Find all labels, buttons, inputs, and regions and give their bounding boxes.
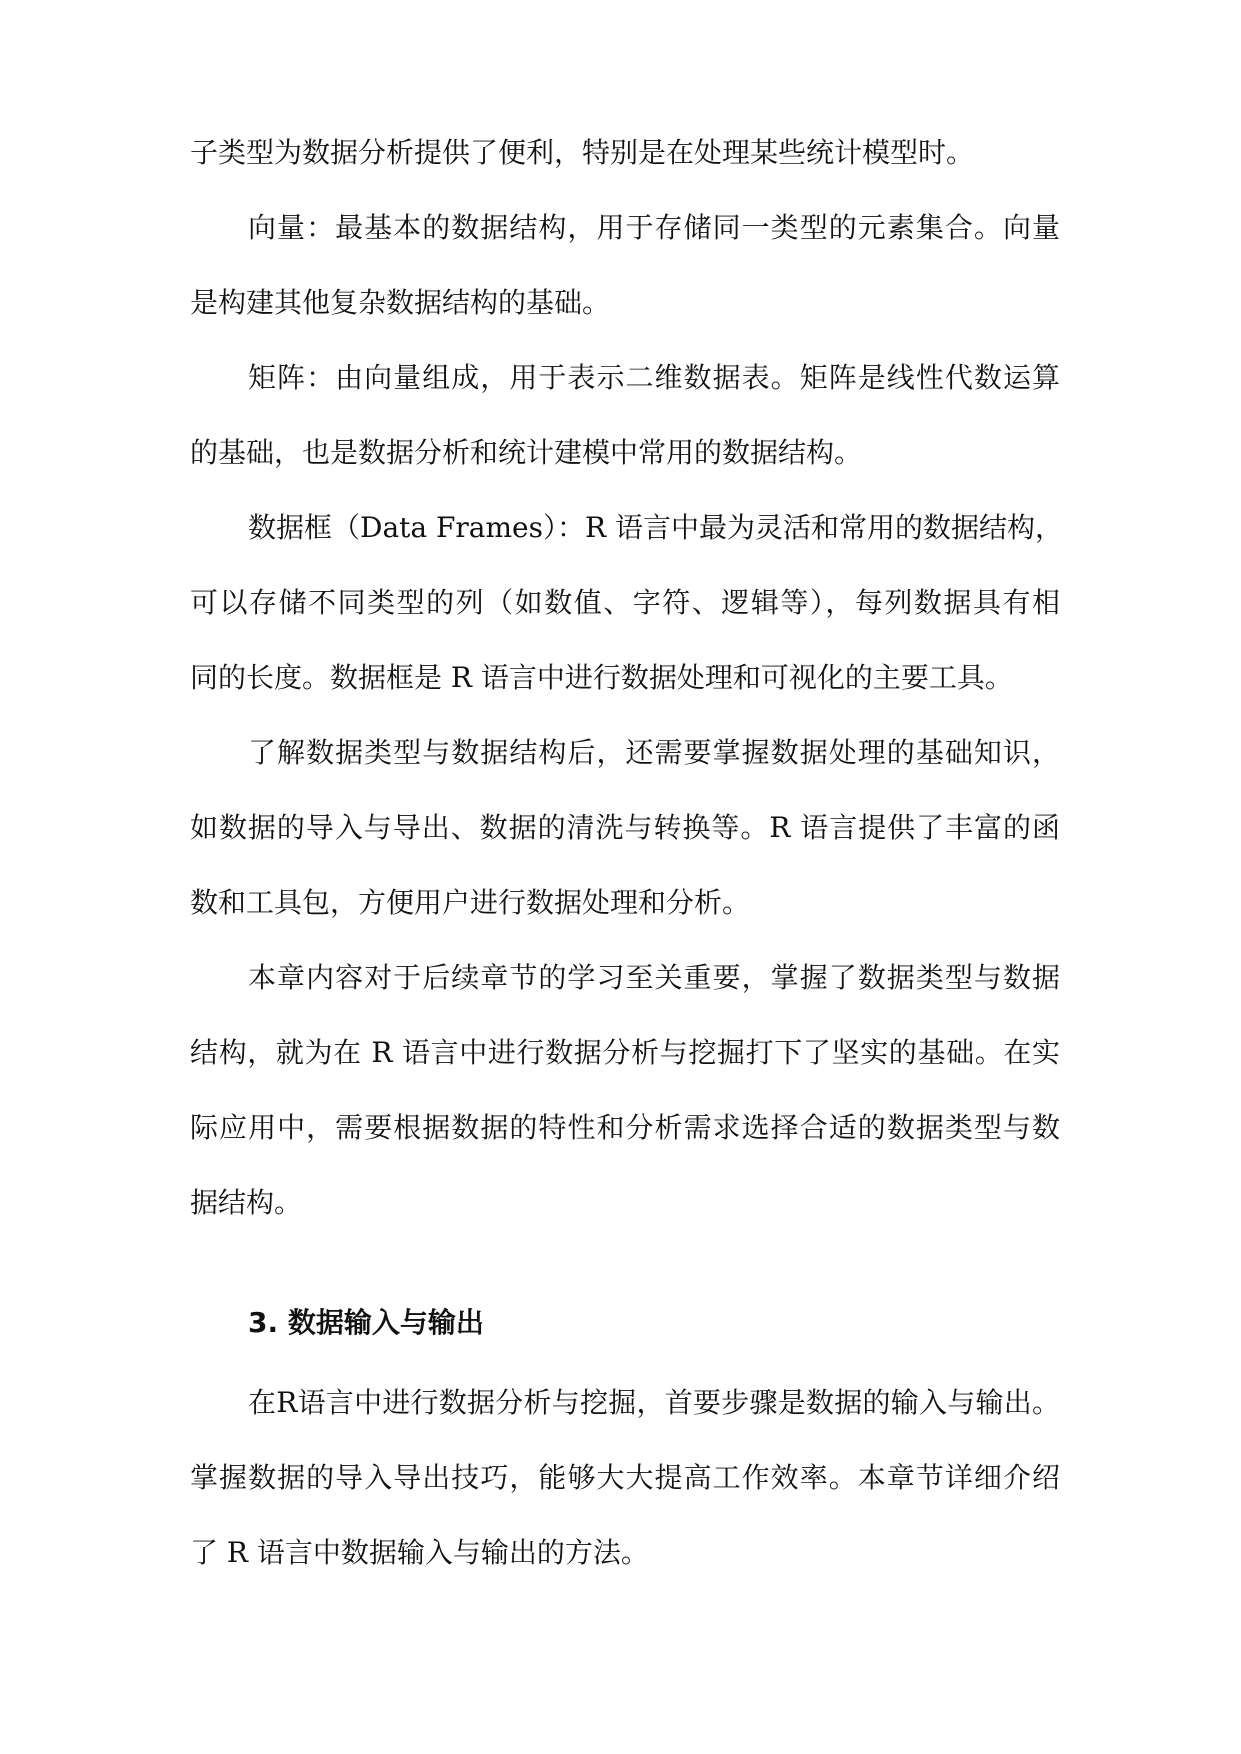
text-line: 的基础，也是数据分析和统计建模中常用的数据结构。 <box>190 436 863 469</box>
text-line: 了解数据类型与数据结构后，还需要掌握数据处理的基础知识， <box>248 736 1060 769</box>
text-line: 数据框（Data Frames）：R 语言中最为灵活和常用的数据结构， <box>248 511 1063 544</box>
text-line: 际应用中，需要根据数据的特性和分析需求选择合适的数据类型与数 <box>190 1111 1060 1144</box>
text-line: 了 R 语言中数据输入与输出的方法。 <box>190 1536 649 1569</box>
text-line: 如数据的导入与导出、数据的清洗与转换等。R 语言提供了丰富的函 <box>190 811 1060 844</box>
text-line: 数和工具包，方便用户进行数据处理和分析。 <box>190 886 751 919</box>
text-line: 本章内容对于后续章节的学习至关重要，掌握了数据类型与数据 <box>248 961 1060 994</box>
section-heading: 3. 数据输入与输出 <box>248 1306 484 1339</box>
text-line: 在R语言中进行数据分析与挖掘，首要步骤是数据的输入与输出。 <box>248 1386 1060 1419</box>
text-line: 向量：最基本的数据结构，用于存储同一类型的元素集合。向量 <box>248 211 1060 244</box>
text-line: 同的长度。数据框是 R 语言中进行数据处理和可视化的主要工具。 <box>190 661 1013 694</box>
text-line: 是构建其他复杂数据结构的基础。 <box>190 286 611 319</box>
text-line: 结构，就为在 R 语言中进行数据分析与挖掘打下了坚实的基础。在实 <box>190 1036 1060 1069</box>
text-line: 矩阵：由向量组成，用于表示二维数据表。矩阵是线性代数运算 <box>248 361 1060 394</box>
text-line: 据结构。 <box>190 1186 303 1219</box>
text-line: 可以存储不同类型的列（如数值、字符、逻辑等），每列数据具有相 <box>190 586 1060 619</box>
text-line: 子类型为数据分析提供了便利，特别是在处理某些统计模型时。 <box>190 136 975 169</box>
text-line: 掌握数据的导入导出技巧，能够大大提高工作效率。本章节详细介绍 <box>190 1461 1060 1494</box>
